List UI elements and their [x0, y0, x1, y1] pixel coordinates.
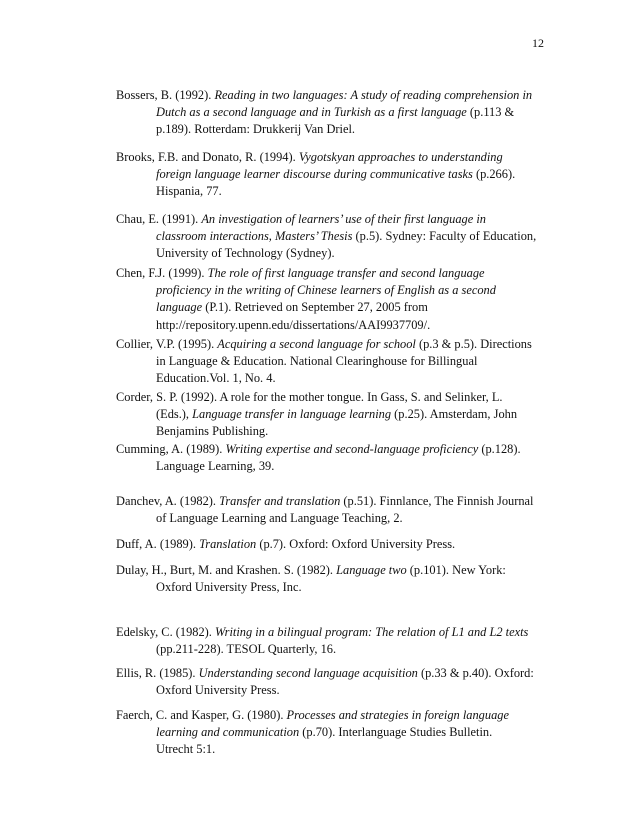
reference-line — [116, 536, 548, 553]
reference-title-text: The role of first language transfer and second language — [207, 266, 485, 280]
reference-text: (p.5). Sydney: Faculty of Education, — [352, 229, 537, 244]
reference-line — [116, 166, 548, 183]
reference-line — [116, 707, 548, 724]
reference-entry — [116, 536, 548, 553]
reference-line — [116, 665, 548, 682]
reference-text: Benjamins Publishing. — [156, 424, 269, 439]
reference-entry — [116, 665, 548, 699]
reference-text: (pp.211-228). TESOL Quarterly, 16. — [156, 642, 337, 657]
reference-line — [116, 299, 548, 316]
reference-title-text: Transfer and translation — [219, 494, 341, 508]
reference-title-text: classroom interactions, Masters’ Thesis — [156, 229, 353, 244]
reference-entry — [116, 389, 548, 441]
reference-title-text: Writing expertise and second-language proficiency — [225, 442, 479, 456]
reference-line — [116, 336, 548, 353]
reference-line — [116, 682, 548, 699]
reference-title-text: An investigation of learners’ use of their first language in — [201, 212, 486, 226]
reference-line — [116, 510, 548, 527]
reference-text: Ellis, R. (1985). — [116, 666, 199, 680]
reference-title-text: learning and communication — [156, 725, 300, 740]
reference-line — [116, 317, 548, 334]
reference-title-text: Translation — [199, 537, 257, 551]
reference-text: Duff, A. (1989). — [116, 537, 200, 551]
reference-title-text: Language transfer in language learning — [192, 407, 392, 422]
reference-text: (p.113 & — [466, 105, 515, 120]
reference-text: (p.33 & p.40). Oxford: — [417, 666, 534, 680]
reference-line — [116, 370, 548, 387]
reference-text: (p.128). — [478, 442, 521, 456]
reference-title-text: Understanding second language acquisition — [198, 666, 418, 680]
reference-line — [116, 458, 548, 475]
reference-entry — [116, 336, 548, 388]
reference-text: University of Technology (Sydney). — [156, 246, 335, 261]
reference-line — [116, 579, 548, 596]
reference-line — [116, 493, 548, 510]
reference-text: Faerch, C. and Kasper, G. (1980). — [116, 708, 287, 722]
reference-line — [116, 104, 548, 121]
reference-text: Danchev, A. (1982). — [116, 494, 220, 508]
reference-text: Corder, S. P. (1992). A role for the mother tongue. In Gass, S. and Selinker, L. — [116, 390, 503, 404]
reference-text: http://repository.upenn.edu/dissertations/AAI9937709/. — [156, 317, 431, 332]
reference-text: (p.266). — [472, 167, 516, 182]
reference-text: (p.7). Oxford: Oxford University Press. — [256, 537, 456, 551]
reference-title-text: Writing in a bilingual program: The relation of L1 and L2 texts — [215, 625, 529, 639]
reference-entry — [116, 211, 548, 263]
reference-title-text: Vygotskyan approaches to understanding — [298, 150, 503, 164]
reference-text: Dulay, H., Burt, M. and Krashen. S. (1982). — [116, 563, 337, 577]
reference-title-text: Dutch as a second language and in Turkish as a first language — [156, 105, 467, 120]
reference-text: (Eds.), — [156, 407, 193, 422]
reference-line — [116, 741, 548, 758]
reference-title-text: Language two — [336, 563, 407, 577]
page-number: 12 — [532, 36, 544, 50]
reference-line — [116, 353, 548, 370]
reference-title-text: language — [156, 300, 203, 315]
reference-line — [116, 149, 548, 166]
reference-text: in Language & Education. National Clearinghouse for Billingual — [156, 354, 478, 369]
reference-title-text: Acquiring a second language for school — [217, 337, 416, 351]
reference-line — [116, 724, 548, 741]
reference-line — [116, 406, 548, 423]
reference-line — [116, 211, 548, 228]
reference-text: Oxford University Press, Inc. — [156, 580, 302, 595]
reference-text: (p.3 & p.5). Directions — [415, 337, 532, 351]
reference-title-text: foreign language learner discourse during communicative tasks — [156, 167, 473, 182]
reference-title-text: Processes and strategies in foreign language — [286, 708, 509, 722]
reference-text: p.189). Rotterdam: Drukkerij Van Driel. — [156, 122, 356, 137]
reference-text: (p.101). New York: — [406, 563, 506, 577]
reference-title-text: Reading in two languages: A study of reading comprehension in — [214, 88, 533, 102]
reference-line — [116, 562, 548, 579]
reference-line — [116, 624, 548, 641]
reference-entry — [116, 562, 548, 596]
reference-entry — [116, 149, 548, 201]
reference-entry — [116, 624, 548, 658]
reference-text: Bossers, B. (1992). — [116, 88, 215, 102]
reference-line — [116, 265, 548, 282]
reference-text: (p.25). Amsterdam, John — [391, 407, 518, 422]
reference-line — [116, 282, 548, 299]
reference-line — [116, 228, 548, 245]
reference-entry — [116, 493, 548, 527]
reference-line — [116, 641, 548, 658]
reference-text: Collier, V.P. (1995). — [116, 337, 218, 351]
reference-entry — [116, 707, 548, 759]
reference-title-text: proficiency in the writing of Chinese learners of English as a second — [156, 283, 496, 298]
reference-entry — [116, 265, 548, 334]
reference-text: Education.Vol. 1, No. 4. — [156, 371, 276, 386]
reference-text: of Language Learning and Language Teaching, 2. — [156, 511, 403, 526]
reference-text: Chen, F.J. (1999). — [116, 266, 208, 280]
reference-text: (p.70). Interlanguage Studies Bulletin. — [299, 725, 493, 740]
reference-line — [116, 183, 548, 200]
reference-text: Oxford University Press. — [156, 683, 280, 698]
reference-text: Hispania, 77. — [156, 184, 222, 199]
reference-text: Edelsky, C. (1982). — [116, 625, 215, 639]
reference-line — [116, 423, 548, 440]
reference-text: Utrecht 5:1. — [156, 742, 216, 757]
reference-entry — [116, 441, 548, 475]
reference-line — [116, 87, 548, 104]
reference-text: Brooks, F.B. and Donato, R. (1994). — [116, 150, 299, 164]
reference-text: (P.1). Retrieved on September 27, 2005 from — [202, 300, 428, 315]
reference-entry — [116, 87, 548, 139]
reference-line — [116, 121, 548, 138]
reference-text: Chau, E. (1991). — [116, 212, 202, 226]
reference-text: Cumming, A. (1989). — [116, 442, 226, 456]
reference-line — [116, 245, 548, 262]
reference-line — [116, 389, 548, 406]
reference-text: Language Learning, 39. — [156, 459, 275, 474]
reference-text: (p.51). Finnlance, The Finnish Journal — [340, 494, 534, 508]
reference-line — [116, 441, 548, 458]
